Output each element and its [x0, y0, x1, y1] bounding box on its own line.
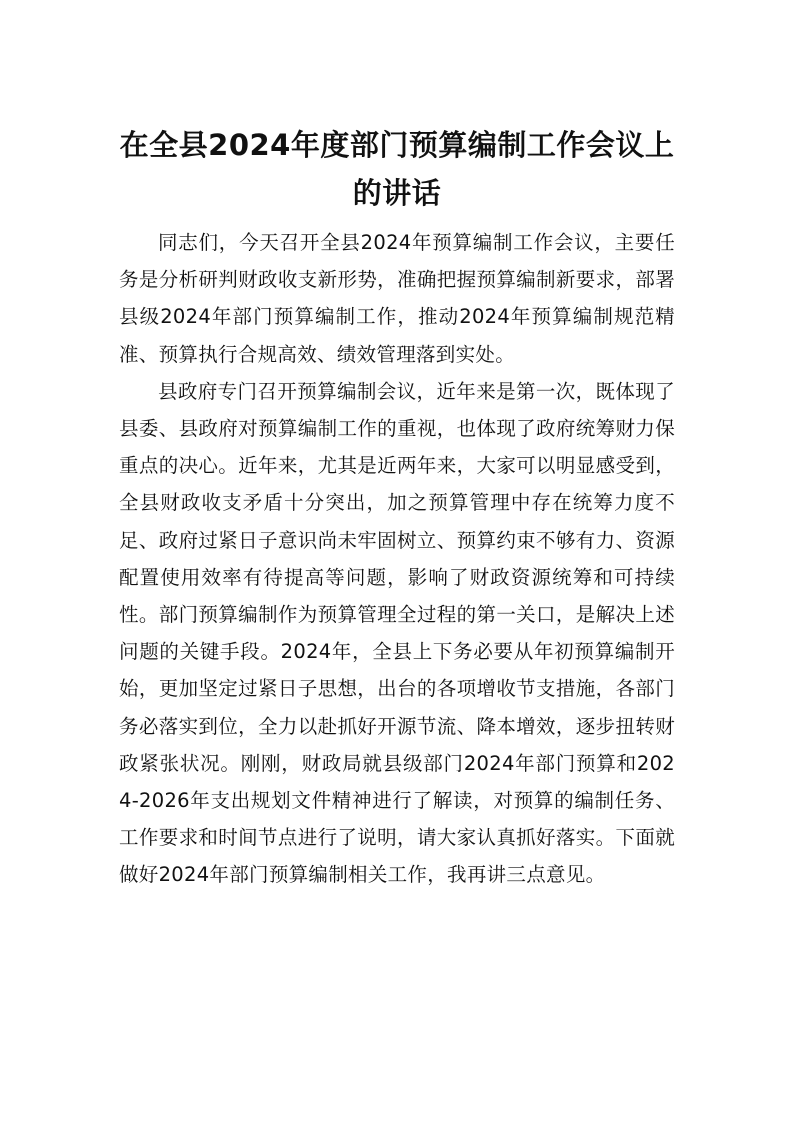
- document-title: 在全县2024年度部门预算编制工作会议上的讲话: [119, 128, 675, 210]
- paragraph-background: 县政府专门召开预算编制会议，近年来是第一次，既体现了县委、县政府对预算编制工作的重视，也体现了政府统筹财力保重点的决心。近年来，尤其是近两年来，大家可以明显感受到，全县财政收支矛盾十分突出，加之预算管理中存在统筹力度不足、政府过紧日子意识尚未牢固树立、预算约束不够有力、资源配置使用效率有待提高等问题，影响了财政资源统筹和可持续性。部门预算编制作为预算管理全过程的第一关口，是解决上述问题的关键手段。2024年，全县上下务必要从年初预算编制开始，更加坚定过紧日子思想，出台的各项增收节支措施，各部门务必落实到位，全力以赴抓好开源节流、降本增效，逐步扭转财政紧张状况。刚刚，财政局就县级部门2024年部门预算和2024-2026年支出规划文件精神进行了解读，对预算的编制任务、工作要求和时间节点进行了说明，请大家认真抓好落实。下面就做好2024年部门预算编制相关工作，我再讲三点意见。: [119, 379, 675, 887]
- paragraph-opening: 同志们，今天召开全县2024年预算编制工作会议，主要任务是分析研判财政收支新形势，准确把握预算编制新要求，部署县级2024年部门预算编制工作，推动2024年预算编制规范精准、预算执行合规高效、绩效管理落到实处。: [119, 231, 675, 366]
- document-body: [119, 224, 675, 894]
